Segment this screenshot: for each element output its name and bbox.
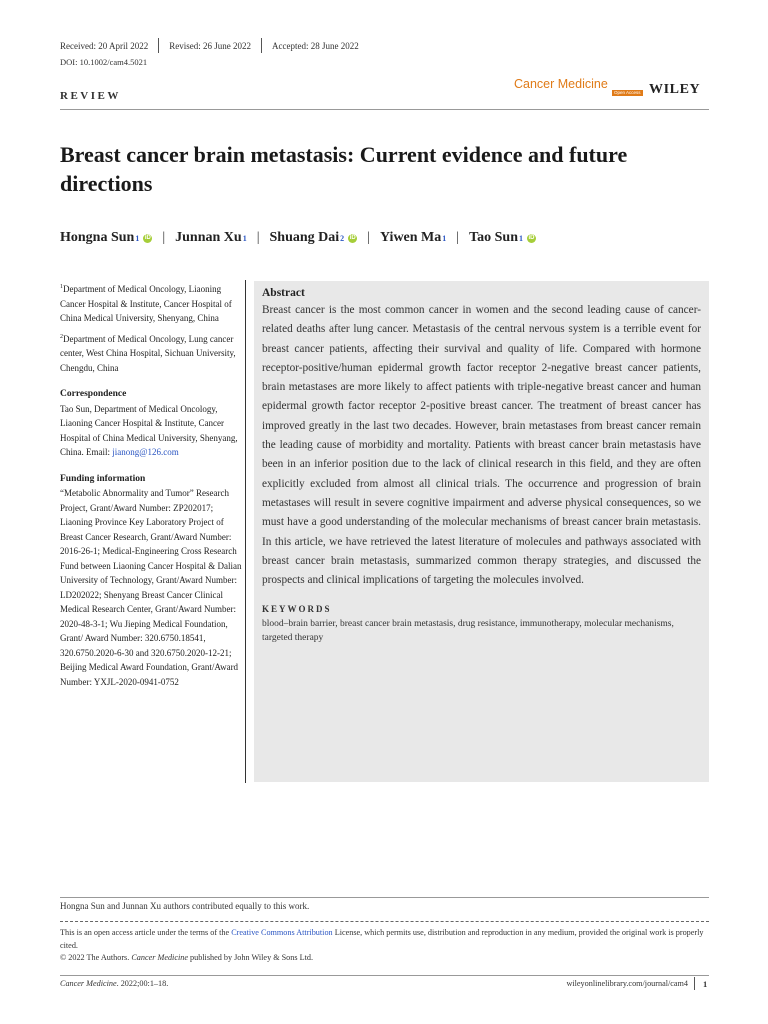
affiliation: $^2$Department of Medical Oncology, Lung cancer center, West China Hospital, Sichuan University, Chengdu, China bbox=[60, 333, 236, 373]
author-divider: | bbox=[162, 230, 166, 245]
author-affiliation-mark[interactable]: 2 bbox=[340, 233, 345, 243]
author[interactable] bbox=[270, 230, 358, 246]
received-date: Received: 20 April 2022 bbox=[60, 40, 149, 51]
correspondence-heading: Correspondence bbox=[60, 389, 127, 399]
author-affiliation-mark[interactable]: 1 bbox=[519, 233, 524, 243]
funding-text: “Metabolic Abnormality and Tumor” Research Project, Grant/Award Number: ZP202017; Liaoning Province Key Laboratory Project of Breast Cancer Research, Grant/Award Number: 2016-26-1; Medical-Engineering Cross Research Fund between Liaoning Cancer Hospital & Dalian University of Technology, Grant/Award Number: LD202022; Shenyang Breast Cancer Clinical Medical Research Center, Grant/Award Number: 2020-48-3-1; Wu Jieping Medical Foundation, Grant/ Award Number: 320.6750.18541, 320.6750.2020-6-30 and 320.6750.2020-12-21; Beijing Medical Award Foundation, Grant/Award Number: YXJL-2020-0941-0752 bbox=[60, 488, 242, 687]
section-label: REVIEW bbox=[60, 90, 121, 102]
article-sidebar bbox=[60, 280, 242, 689]
license-note bbox=[60, 927, 709, 965]
header-rule bbox=[60, 109, 709, 110]
author-affiliation-mark[interactable]: 1 bbox=[442, 233, 447, 243]
date-divider bbox=[158, 38, 159, 53]
author-name: Shuang Dai bbox=[269, 230, 340, 245]
author-divider: | bbox=[256, 230, 260, 245]
footer-rule bbox=[60, 975, 709, 976]
publisher-logo: WILEY bbox=[649, 82, 701, 97]
journal-logo: Cancer Medicine bbox=[514, 77, 608, 91]
author-name: Hongna Sun bbox=[60, 230, 135, 245]
date-divider bbox=[261, 38, 262, 53]
orcid-icon[interactable]: iD bbox=[349, 234, 356, 241]
author-name: Junnan Xu bbox=[175, 230, 242, 245]
abstract-heading: Abstract bbox=[262, 287, 305, 299]
dashed-rule bbox=[60, 921, 709, 922]
copyright-text: © 2022 The Authors. Cancer Medicine published by John Wiley & Sons Ltd. bbox=[60, 953, 314, 962]
article-title: Breast cancer brain metastasis: Current evidence and future directions bbox=[60, 142, 628, 196]
orcid-icon[interactable]: iD bbox=[144, 234, 151, 241]
footnote-rule bbox=[60, 897, 709, 898]
author-list bbox=[60, 230, 536, 246]
keywords: blood–brain barrier, breast cancer brain metastasis, drug resistance, immunotherapy, molecular mechanisms, targeted therapy bbox=[262, 619, 674, 644]
author[interactable] bbox=[175, 230, 247, 246]
license-text: This is an open access article under the terms of the Creative Commons Attribution License, which permits use, distribution and reproduction in any medium, provided the original work is properly cited. bbox=[60, 928, 704, 950]
column-divider bbox=[245, 280, 246, 783]
page-divider bbox=[694, 977, 695, 990]
accepted-date: Accepted: 28 June 2022 bbox=[271, 40, 359, 51]
journal-url[interactable]: wileyonlinelibrary.com/journal/cam4 bbox=[566, 979, 688, 988]
author-affiliation-mark[interactable]: 1 bbox=[135, 233, 140, 243]
license-link[interactable]: Creative Commons Attribution bbox=[231, 928, 333, 937]
correspondence-text: Tao Sun, Department of Medical Oncology, Liaoning Cancer Hospital & Institute, Cancer Hospital of China Medical University, Shenyang, China. Email: jianong@126.com bbox=[60, 403, 238, 457]
author-affiliation-mark[interactable]: 1 bbox=[242, 233, 247, 243]
keywords-heading: KEYWORDS bbox=[262, 604, 332, 615]
author[interactable] bbox=[380, 230, 446, 246]
abstract-box bbox=[254, 281, 709, 782]
author-name: Tao Sun bbox=[469, 230, 519, 245]
abstract-text: Breast cancer is the most common cancer in women and the second leading cause of cancer-related deaths after lung cancer. Metastasis of the central nervous system is a terrible event for breast cancer patients, affecting their survival and quality of life. Compared with hormone receptor-positive/human epidermal growth factor receptor 2-negative breast cancer patients, brain metastases are more likely to affect patients with triple-negative breast cancer and human epidermal growth factor receptor 2-positive breast cancer. The treatment of breast cancer has improved greatly in the last two decades. However, brain metastases from breast cancer remain the leading cause of morbidity and mortality. Patients with breast cancer brain metastasis have been in an inferior position due to the lack of clinical research in this field, and they are often explicitly excluded from almost all clinical trials. The occurrence and progression of brain metastases will result in severe cognitive impairment and adverse physical consequences, so we must have a good understanding of the molecular mechanisms of breast cancer brain metastasis. In this article, we have retrieved the latest literature of molecules and pathways associated with breast cancer brain metastasis, summarized common therapy strategies, and discussed the prospects and clinical implications of targeting the molecules involved. bbox=[262, 304, 701, 587]
orcid-icon[interactable]: iD bbox=[528, 234, 535, 241]
email-link[interactable]: jianong@126.com bbox=[112, 447, 179, 457]
author[interactable] bbox=[60, 230, 152, 246]
funding-heading: Funding information bbox=[60, 473, 146, 484]
revised-date: Revised: 26 June 2022 bbox=[169, 40, 251, 51]
contribution-note: Hongna Sun and Junnan Xu authors contributed equally to this work. bbox=[60, 901, 310, 911]
article-dates bbox=[60, 38, 359, 53]
author-divider: | bbox=[367, 230, 370, 245]
affiliation: $^1$Department of Medical Oncology, Liaoning Cancer Hospital & Institute, Cancer Hospital of China Medical University, Shenyang, China bbox=[60, 284, 232, 323]
author[interactable] bbox=[469, 230, 536, 246]
page-number: 1 bbox=[703, 979, 708, 989]
journal-reference: Cancer Medicine. 2022;00:1–18. bbox=[60, 979, 169, 988]
author-divider: | bbox=[456, 230, 460, 245]
doi[interactable]: DOI: 10.1002/cam4.5021 bbox=[60, 57, 148, 67]
open-access-badge: Open Access bbox=[614, 90, 641, 95]
author-name: Yiwen Ma bbox=[379, 230, 442, 245]
